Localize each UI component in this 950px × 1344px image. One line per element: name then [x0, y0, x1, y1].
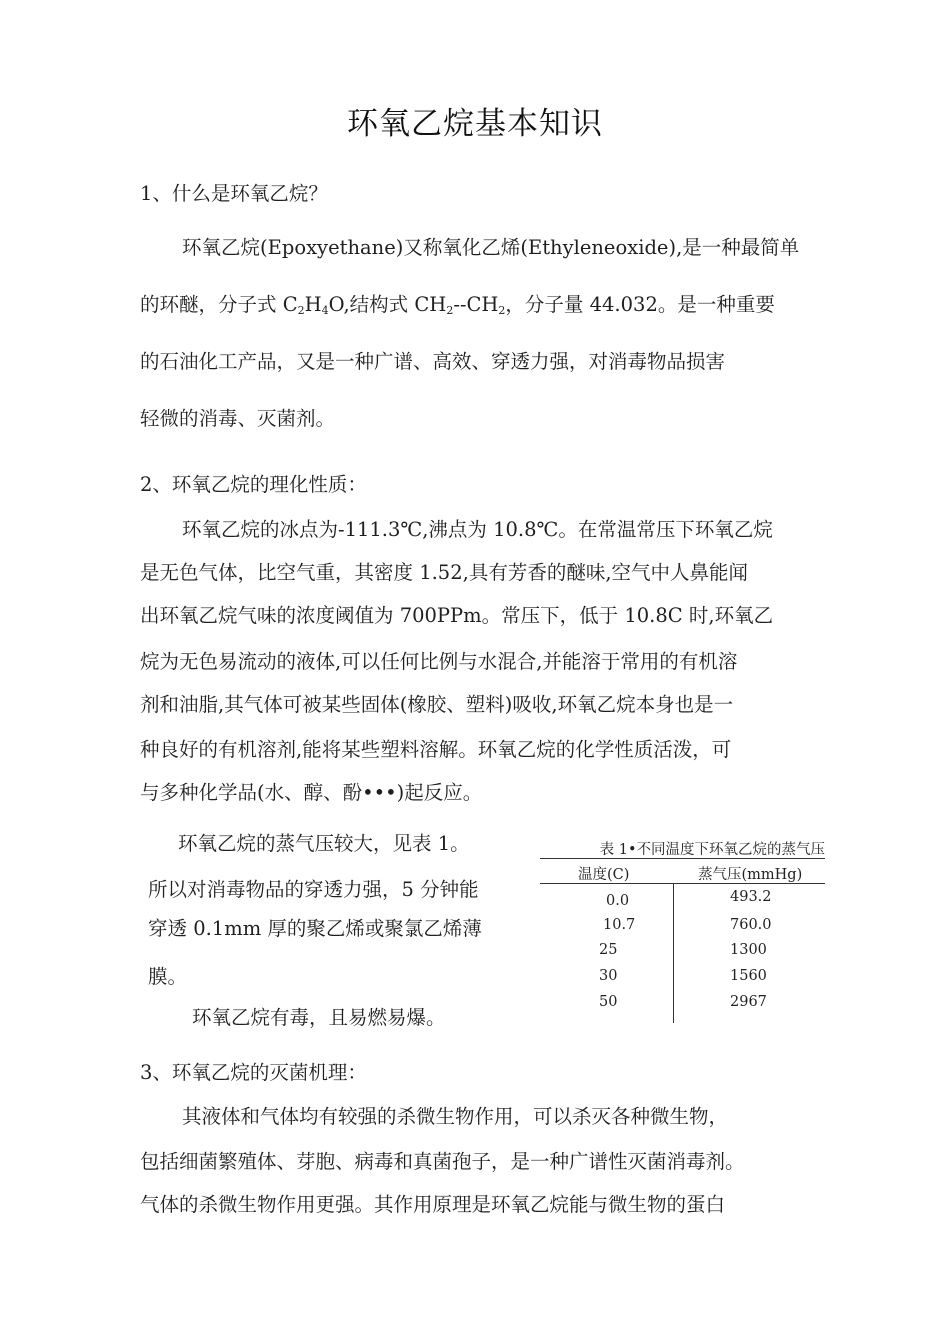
- formula-subscript: 4: [321, 304, 329, 317]
- section-2-line-3: 出环氧乙烷气味的浓度阈值为 700PPm。常压下，低于 10.8C 时,环氧乙: [140, 604, 774, 627]
- formula-text: 的环醚，分子式 C: [140, 293, 298, 316]
- table-cell-temperature: 50: [599, 994, 618, 1010]
- formula-text: --CH: [453, 293, 499, 316]
- table-cell-pressure: 1300: [730, 942, 767, 958]
- table-column-divider: [673, 883, 674, 1023]
- table-cell-temperature: 0.0: [606, 893, 630, 909]
- section-3-line-1: 其液体和气体均有较强的杀微生物作用，可以杀灭各种微生物，: [182, 1105, 729, 1128]
- table-header-pressure: 蒸气压(mmHg): [698, 867, 803, 883]
- formula-subscript: 2: [297, 304, 305, 317]
- section-1-line-3: 的石油化工产品，又是一种广谱、高效、穿透力强，对消毒物品损害: [140, 350, 726, 373]
- section-3-line-2: 包括细菌繁殖体、芽胞、病毒和真菌孢子，是一种广谱性灭菌消毒剂。: [140, 1150, 745, 1173]
- table-top-rule: [540, 858, 825, 859]
- section-2-line-1: 环氧乙烷的冰点为-111.3℃,沸点为 10.8℃。在常温常压下环氧乙烷: [182, 518, 773, 541]
- table-header-rule: [540, 883, 825, 884]
- table-cell-pressure: 1560: [730, 968, 767, 984]
- table-cell-pressure: 2967: [730, 994, 767, 1010]
- table-cell-temperature: 30: [599, 968, 618, 984]
- table-header-temperature: 温度(C): [578, 867, 630, 883]
- table-caption: 表 1•不同温度下环氧乙烷的蒸气压: [599, 842, 825, 858]
- formula-text: ，分子量 44.032。是一种重要: [505, 293, 775, 316]
- section-2-line-5: 剂和油脂,其气体可被某些固体(橡胶、塑料)吸收,环氧乙烷本身也是一: [140, 693, 734, 716]
- vapor-line-5: 环氧乙烷有毒，且易燃易爆。: [192, 1006, 446, 1029]
- section-2-line-2: 是无色气体，比空气重，其密度 1.52,具有芳香的醚味,空气中人鼻能闻: [140, 561, 749, 584]
- document-title: 环氧乙烷基本知识: [347, 106, 603, 142]
- formula-text: H: [304, 293, 322, 316]
- table-cell-pressure: 493.2: [730, 889, 772, 905]
- section-3-line-3: 气体的杀微生物作用更强。其作用原理是环氧乙烷能与微生物的蛋白: [140, 1193, 726, 1216]
- formula-subscript: 2: [498, 304, 506, 317]
- vapor-pressure-table: [540, 836, 825, 1026]
- section-1-line-1: 环氧乙烷(Epoxyethane)又称氧化乙烯(Ethyleneoxide),是一种最简单: [182, 236, 800, 259]
- formula-text: O,结构式 CH: [328, 293, 447, 316]
- table-cell-temperature: 10.7: [603, 917, 636, 933]
- section-2-line-4: 烷为无色易流动的液体,可以任何比例与水混合,并能溶于常用的有机溶: [140, 650, 738, 673]
- table-cell-temperature: 25: [599, 942, 618, 958]
- section-2-line-7: 与多种化学品(水、醇、酚•••)起反应。: [140, 781, 483, 804]
- vapor-line-1: 环氧乙烷的蒸气压较大，见表 1。: [178, 832, 470, 855]
- section-1-formula-line: [140, 289, 775, 317]
- section-2-heading: 2、环氧乙烷的理化性质：: [140, 473, 367, 496]
- section-2-line-6: 种良好的有机溶剂,能将某些塑料溶解。环氧乙烷的化学性质活泼，可: [140, 738, 732, 761]
- section-1-heading: 1、什么是环氧乙烷？: [140, 182, 328, 205]
- vapor-line-4: 膜。: [148, 965, 188, 988]
- vapor-line-3: 穿透 0.1mm 厚的聚乙烯或聚氯乙烯薄: [148, 917, 482, 940]
- formula-subscript: 2: [446, 304, 454, 317]
- section-1-line-4: 轻微的消毒、灭菌剂。: [140, 407, 336, 430]
- vapor-line-2: 所以对消毒物品的穿透力强，5 分钟能: [148, 878, 479, 901]
- section-3-heading: 3、环氧乙烷的灭菌机理：: [140, 1061, 367, 1084]
- table-cell-pressure: 760.0: [730, 917, 772, 933]
